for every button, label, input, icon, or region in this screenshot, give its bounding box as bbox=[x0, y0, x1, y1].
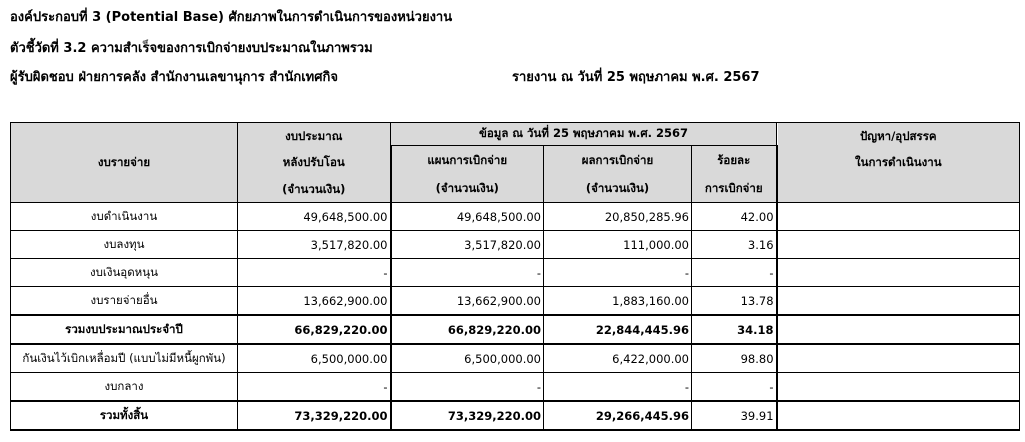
col-header-budget-line2: หลังปรับโอน bbox=[282, 155, 345, 170]
col-header-result-line2: (จำนวนเงิน) bbox=[585, 181, 650, 195]
row-issue bbox=[777, 287, 1020, 316]
col-header-group-date-label: ข้อมูล ณ วันที่ 25 พฤษภาคม พ.ศ. 2567 bbox=[478, 126, 689, 140]
row-budget: 73,329,220.00 bbox=[238, 401, 391, 430]
row-plan: 3,517,820.00 bbox=[391, 231, 544, 259]
row-plan: 73,329,220.00 bbox=[391, 401, 544, 430]
row-pct: 42.00 bbox=[692, 203, 777, 231]
row-item: งบลงทุน bbox=[11, 231, 238, 259]
row-budget: 6,500,000.00 bbox=[238, 344, 391, 373]
row-issue bbox=[777, 344, 1020, 373]
row-issue bbox=[777, 401, 1020, 430]
row-issue bbox=[777, 315, 1020, 344]
row-plan: 6,500,000.00 bbox=[391, 344, 544, 373]
row-pct: - bbox=[692, 373, 777, 402]
row-plan: 49,648,500.00 bbox=[391, 203, 544, 231]
row-item: รวมงบประมาณประจำปี bbox=[11, 315, 238, 344]
row-pct: 3.16 bbox=[692, 231, 777, 259]
row-item: งบรายจ่ายอื่น bbox=[11, 287, 238, 316]
row-item: กันเงินไว้เบิกเหลื่อมปี (แบบไม่มีหนี้ผูกพัน) bbox=[11, 344, 238, 373]
row-pct: 13.78 bbox=[692, 287, 777, 316]
row-result: 22,844,445.96 bbox=[544, 315, 692, 344]
row-budget: 3,517,820.00 bbox=[238, 231, 391, 259]
report-heading-component: องค์ประกอบที่ 3 (Potential Base) ศักยภาพในการดำเนินการของหน่วยงาน bbox=[10, 10, 453, 25]
row-result: - bbox=[544, 259, 692, 287]
col-header-plan bbox=[391, 146, 544, 203]
col-header-budget-line1: งบประมาณ bbox=[285, 129, 343, 144]
col-header-item-label: งบรายจ่าย bbox=[97, 154, 151, 169]
table-row bbox=[11, 231, 1020, 259]
table-row bbox=[11, 344, 1020, 373]
table-row bbox=[11, 287, 1020, 316]
col-header-issue bbox=[777, 123, 1020, 203]
row-item: งบเงินอุดหนุน bbox=[11, 259, 238, 287]
table-row bbox=[11, 259, 1020, 287]
row-issue bbox=[777, 203, 1020, 231]
row-pct: 34.18 bbox=[692, 315, 777, 344]
row-pct: - bbox=[692, 259, 777, 287]
row-result: - bbox=[544, 373, 692, 402]
row-result: 111,000.00 bbox=[544, 231, 692, 259]
col-header-pct bbox=[692, 146, 777, 203]
row-issue bbox=[777, 259, 1020, 287]
col-header-issue-line1: ปัญหา/อุปสรรค bbox=[859, 129, 937, 143]
row-pct: 98.80 bbox=[692, 344, 777, 373]
row-budget: - bbox=[238, 259, 391, 287]
row-issue bbox=[777, 231, 1020, 259]
budget-table bbox=[10, 122, 1020, 431]
row-result: 29,266,445.96 bbox=[544, 401, 692, 430]
col-header-group-date bbox=[391, 123, 777, 146]
report-heading-responsible: ผู้รับผิดชอบ ฝ่ายการคลัง สำนักงานเลขานุการ สำนักเทศกิจ bbox=[10, 70, 338, 85]
table-row bbox=[11, 203, 1020, 231]
col-header-issue-line2: ในการดำเนินงาน bbox=[854, 155, 942, 169]
row-plan: 13,662,900.00 bbox=[391, 287, 544, 316]
col-header-plan-line2: (จำนวนเงิน) bbox=[435, 181, 499, 195]
col-header-plan-line1: แผนการเบิกจ่าย bbox=[427, 153, 508, 167]
table-row-grand-total bbox=[11, 401, 1020, 430]
row-plan: - bbox=[391, 259, 544, 287]
row-item: งบกลาง bbox=[11, 373, 238, 402]
col-header-pct-line1: ร้อยละ bbox=[717, 153, 751, 167]
table-row bbox=[11, 373, 1020, 402]
col-header-budget-line3: (จำนวนเงิน) bbox=[282, 181, 346, 196]
row-plan: - bbox=[391, 373, 544, 402]
row-budget: 66,829,220.00 bbox=[238, 315, 391, 344]
row-result: 6,422,000.00 bbox=[544, 344, 692, 373]
row-pct: 39.91 bbox=[692, 401, 777, 430]
row-budget: 49,648,500.00 bbox=[238, 203, 391, 231]
col-header-result-line1: ผลการเบิกจ่าย bbox=[581, 153, 654, 167]
col-header-budget bbox=[238, 123, 391, 203]
row-result: 1,883,160.00 bbox=[544, 287, 692, 316]
report-date: รายงาน ณ วันที่ 25 พฤษภาคม พ.ศ. 2567 bbox=[512, 70, 760, 85]
col-header-pct-line2: การเบิกจ่าย bbox=[704, 181, 763, 195]
row-budget: 13,662,900.00 bbox=[238, 287, 391, 316]
row-result: 20,850,285.96 bbox=[544, 203, 692, 231]
row-issue bbox=[777, 373, 1020, 402]
row-item: รวมทั้งสิ้น bbox=[11, 401, 238, 430]
col-header-item bbox=[11, 123, 238, 203]
table-row-subtotal bbox=[11, 315, 1020, 344]
row-plan: 66,829,220.00 bbox=[391, 315, 544, 344]
report-heading-indicator: ตัวชี้วัดที่ 3.2 ความสำเร็จของการเบิกจ่ายงบประมาณในภาพรวม bbox=[10, 41, 373, 56]
col-header-result bbox=[544, 146, 692, 203]
row-budget: - bbox=[238, 373, 391, 402]
row-item: งบดำเนินงาน bbox=[11, 203, 238, 231]
